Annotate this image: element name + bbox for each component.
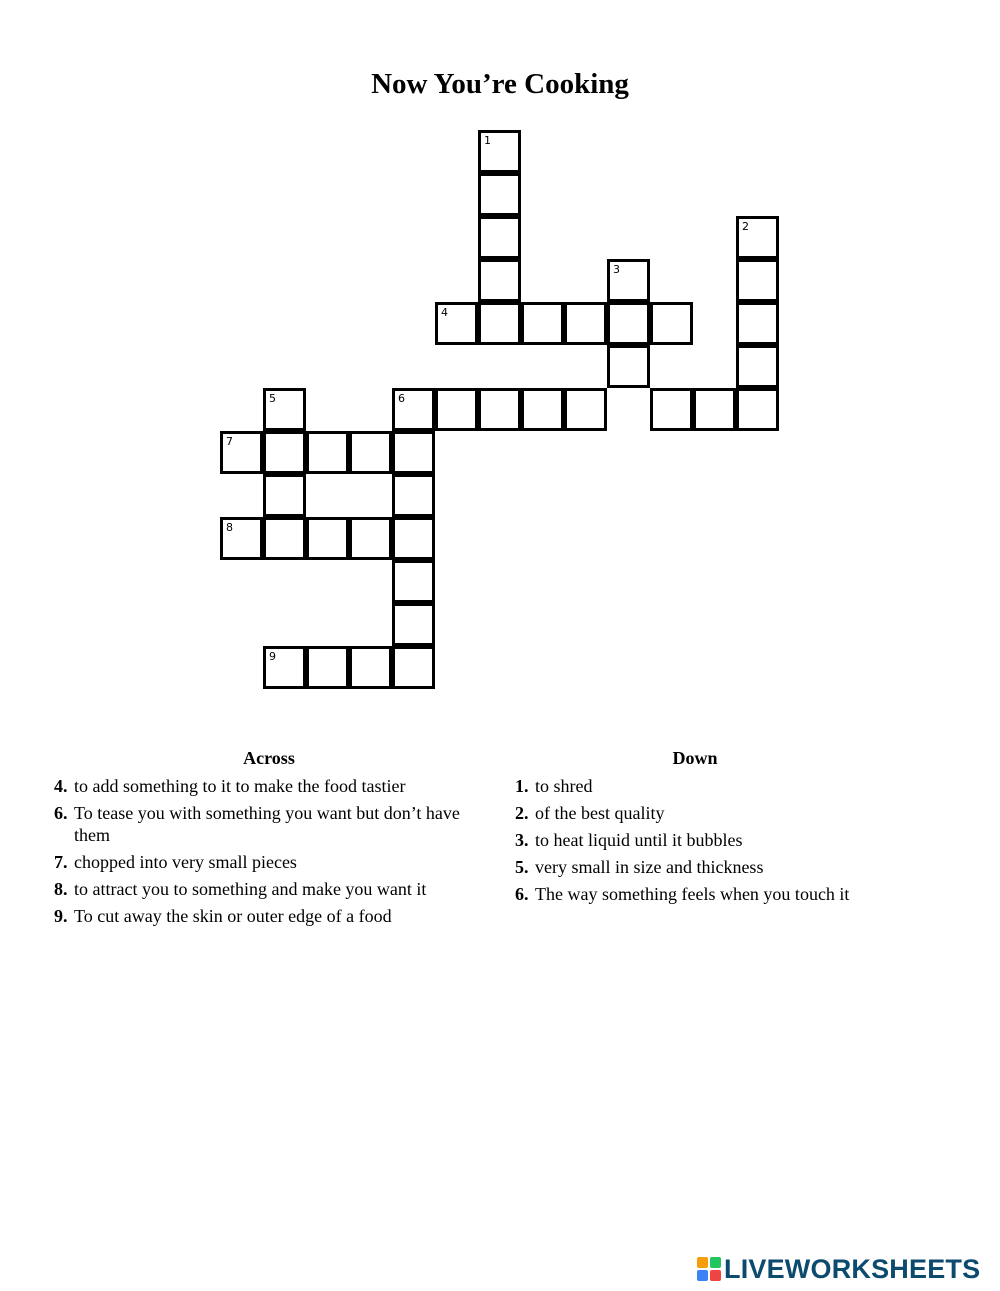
clue-number: 1	[484, 134, 491, 147]
grid-cell[interactable]	[263, 474, 306, 517]
clue-number: 7	[226, 435, 233, 448]
across-clues	[54, 745, 484, 929]
letter-input[interactable]	[352, 434, 389, 471]
letter-input[interactable]	[481, 305, 518, 342]
grid-cell[interactable]	[263, 646, 306, 689]
letter-input[interactable]	[739, 391, 776, 428]
clue-down-2: 2. of the best quality	[515, 802, 665, 823]
clue-number: 8	[226, 521, 233, 534]
letter-input[interactable]	[395, 563, 432, 600]
grid-cell[interactable]	[306, 431, 349, 474]
letter-input[interactable]	[223, 434, 260, 471]
page-title: Now You’re Cooking	[371, 68, 629, 100]
clue-across-8: 8. to attract you to something and make you want it	[54, 878, 427, 899]
grid-cell[interactable]	[263, 517, 306, 560]
grid-cell[interactable]	[435, 388, 478, 431]
grid-cell[interactable]	[392, 517, 435, 560]
letter-input[interactable]	[266, 477, 303, 514]
letter-input[interactable]	[481, 219, 518, 256]
letter-input[interactable]	[739, 219, 776, 256]
grid-cell[interactable]	[736, 388, 779, 431]
letter-input[interactable]	[395, 391, 432, 428]
clue-down-5: 5. very small in size and thickness	[515, 856, 764, 877]
grid-cell[interactable]	[736, 216, 779, 259]
letter-input[interactable]	[567, 305, 604, 342]
letter-input[interactable]	[395, 520, 432, 557]
letter-input[interactable]	[266, 391, 303, 428]
letter-input[interactable]	[696, 391, 733, 428]
letter-input[interactable]	[309, 649, 346, 686]
letter-input[interactable]	[653, 391, 690, 428]
grid-cell[interactable]	[521, 388, 564, 431]
brand-name: LIVEWORKSHEETS	[724, 1254, 981, 1284]
letter-input[interactable]	[567, 391, 604, 428]
grid-cell[interactable]	[650, 302, 693, 345]
letter-input[interactable]	[309, 520, 346, 557]
letter-input[interactable]	[481, 176, 518, 213]
grid-cell[interactable]	[736, 302, 779, 345]
grid-cell[interactable]	[349, 517, 392, 560]
grid-cell[interactable]	[607, 259, 650, 302]
letter-input[interactable]	[524, 305, 561, 342]
clue-across-9: 9. To cut away the skin or outer edge of a food	[54, 905, 392, 926]
clue-number: 6	[398, 392, 405, 405]
grid-cell[interactable]	[478, 259, 521, 302]
grid-cell[interactable]	[349, 646, 392, 689]
grid-cell[interactable]	[306, 646, 349, 689]
letter-input[interactable]	[481, 391, 518, 428]
grid-cell[interactable]	[650, 388, 693, 431]
letter-input[interactable]	[352, 520, 389, 557]
down-heading: Down	[672, 748, 718, 768]
clue-number: 5	[269, 392, 276, 405]
liveworksheets-logo-icon	[697, 1257, 721, 1281]
grid-cell[interactable]	[263, 431, 306, 474]
grid-cell[interactable]	[736, 259, 779, 302]
clue-number: 4	[441, 306, 448, 319]
grid-cell[interactable]	[306, 517, 349, 560]
grid-cell[interactable]	[564, 302, 607, 345]
letter-input[interactable]	[739, 348, 776, 385]
letter-input[interactable]	[266, 649, 303, 686]
letter-input[interactable]	[653, 305, 690, 342]
grid-cell[interactable]	[263, 388, 306, 431]
letter-input[interactable]	[610, 305, 647, 342]
clue-number: 2	[742, 220, 749, 233]
grid-cell[interactable]	[392, 388, 435, 431]
clue-down-6: 6. The way something feels when you touch it	[515, 883, 850, 904]
letter-input[interactable]	[395, 477, 432, 514]
grid-cell[interactable]	[220, 431, 263, 474]
grid-cell[interactable]	[478, 388, 521, 431]
grid-cell[interactable]	[349, 431, 392, 474]
grid-cell[interactable]	[564, 388, 607, 431]
clue-number: 9	[269, 650, 276, 663]
clue-across-6: 6. To tease you with something you want but don’t have them	[54, 802, 460, 845]
letter-input[interactable]	[395, 434, 432, 471]
letter-input[interactable]	[481, 262, 518, 299]
letter-input[interactable]	[739, 305, 776, 342]
letter-input[interactable]	[524, 391, 561, 428]
grid-cell[interactable]	[392, 603, 435, 646]
grid-cell[interactable]	[478, 302, 521, 345]
letter-input[interactable]	[739, 262, 776, 299]
letter-input[interactable]	[438, 305, 475, 342]
grid-cell[interactable]	[478, 216, 521, 259]
letter-input[interactable]	[438, 391, 475, 428]
grid-cell[interactable]	[435, 302, 478, 345]
grid-cell[interactable]	[736, 345, 779, 388]
grid-cell[interactable]	[392, 646, 435, 689]
letter-input[interactable]	[395, 606, 432, 643]
across-heading: Across	[243, 748, 295, 768]
clue-down-1: 1. to shred	[515, 775, 593, 796]
grid-cell[interactable]	[392, 560, 435, 603]
down-clues	[515, 745, 945, 907]
letter-input[interactable]	[481, 133, 518, 170]
letter-input[interactable]	[395, 649, 432, 686]
letter-input[interactable]	[309, 434, 346, 471]
letter-input[interactable]	[352, 649, 389, 686]
grid-cell[interactable]	[521, 302, 564, 345]
clue-number: 3	[613, 263, 620, 276]
letter-input[interactable]	[610, 348, 647, 385]
grid-cell[interactable]	[392, 474, 435, 517]
letter-input[interactable]	[266, 520, 303, 557]
liveworksheets-brand	[697, 1254, 997, 1288]
grid-cell[interactable]	[478, 130, 521, 173]
clue-across-7: 7. chopped into very small pieces	[54, 851, 297, 872]
grid-cell[interactable]	[478, 173, 521, 216]
clue-down-3: 3. to heat liquid until it bubbles	[515, 829, 743, 850]
clue-across-4: 4. to add something to it to make the food tastier	[54, 775, 406, 796]
grid-cell[interactable]	[220, 517, 263, 560]
letter-input[interactable]	[610, 262, 647, 299]
grid-cell[interactable]	[392, 431, 435, 474]
grid-cell[interactable]	[693, 388, 736, 431]
letter-input[interactable]	[266, 434, 303, 471]
grid-cell[interactable]	[607, 345, 650, 388]
letter-input[interactable]	[223, 520, 260, 557]
grid-cell[interactable]	[607, 302, 650, 345]
